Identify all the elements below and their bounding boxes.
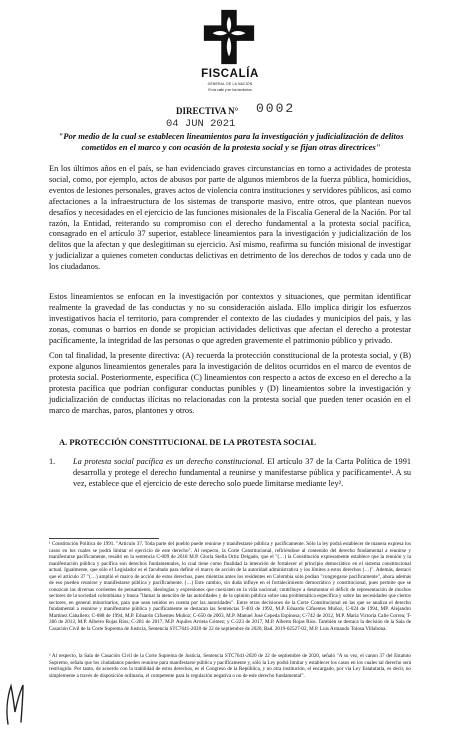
directive-number: 0002 xyxy=(256,101,296,116)
signature-icon xyxy=(2,682,28,726)
institution-name: FISCALÍA xyxy=(201,68,259,80)
body-paragraph-3: Con tal finalidad, la presente directiva: (A) recuerda la protección constitucional de la protesta social, y (B) expone algunos lineamientos generales para la investigación de delitos ocurridos en el marco de eventos de protesta social. Posteriormente, especifica (C) lineamientos con respecto a actos de exceso en el derecho a la protesta pacífica que podrían configurar conductas punibles y (D) lineamientos sobre la investigación y judicialización de conductas ilícitas no relacionadas con la protesta social que pueden tener ocasión en el marco de marchas, paros, plantones y otros. xyxy=(49,351,411,415)
list-item-body: El artículo 37 de la Carta Política de 1991 desarrolla y protege el derecho fundamental a reunirse y manifestarse pública y pacíficamente¹. A su vez, establece que el ejercicio de este derecho solo puede limitarse mediante ley². xyxy=(73,457,412,488)
section-title: A. PROTECCIÓN CONSTITUCIONAL DE LA PROTESTA SOCIAL xyxy=(59,437,317,447)
body-paragraph-1: En los últimos años en el país, se han evidenciado graves circunstancias en torno a actividades de protesta social, como, por ejemplo, actos de abusos por parte de algunos miembros de la fuerza pública, homicidios, eventos de lesiones personales, graves actos de violencia contra instituciones y servidores públicos, así como afectaciones a la infraestructura de los sistemas de transporte masivo, entre otros, que plantean nuevos desafíos y necesidades en el ejercicio de las funciones misionales de la Fiscalía General de la Nación. Por tal razón, la Entidad, reiterando su compromiso con el derecho fundamental a la protesta social pacífica, consagrado en el artículo 37 superior, establece lineamientos para la investigación y judicialización de los delitos que la afectan y que deslegitiman su ejercicio. Así mismo, reafirma su función misional de investigar y judicializar a quienes cometen conductas delictivas en detrimento de los derechos de todos y cada uno de los ciudadanos. xyxy=(49,164,411,272)
institution-motto: En la calle y en los territorios xyxy=(208,88,252,92)
list-item-number: 1. xyxy=(49,457,56,466)
footnote-divider xyxy=(49,538,159,539)
list-item-lead: La protesta social pacífica es un derecho constitucional. xyxy=(73,457,265,466)
footnote-1: ¹ Constitución Política de 1991. "Artículo 37. Toda parte del pueblo puede reunirse y manifestarse pública y pacíficamente. Sólo la ley podrá establecer de manera expresa los casos en los cuales se podrá limitar el ejercicio de este derecho". Al respecto, la Corte Constitucional, refiriéndose al contenido del derecho fundamental a reunirse y manifestarse pacíficamente, resaltó en la sentencia C-009 de 2018 M.P. Gloria Stella Ortiz Delgado, que el "(…) la Constitución expresamente establece que la reunión y la manifestación pública y pacífica son derechos fundamentales, lo cual tiene como finalidad la intención de fortalecer el principio democrático en el sistema constitucional actual. Igualmente, que sólo el Legislador es el facultado para definir el marco de acción de la autoridad administrativa y los límites a estos derechos (…)". Además, destacó que el artículo 37 "(…) amplió el marco de acción de estos derechos, pues mientras antes los residentes en Colombia sólo podían "congregarse pacíficamente", ahora además de eso pueden reunirse y manifestarse pública y pacíficamente. (…) Este cambio, sin duda influye en el fortalecimiento democrático y constitucional, pues permite que se conozcan las diversas corrientes de pensamiento, ideologías y expresiones que coexisten en la vida nacional; contribuye a desmontar el déficit de representación de muchos sectores de la sociedad colombiana y busca "llamar la atención de las autoridades y de la opinión pública sobre una problemática específica y sobre las necesidades que ciertos sectores, en general minoritarios, para que sean tenidos en cuenta por las autoridades". Entre otras decisiones de la Corte Constitucional en las que se analiza el derecho fundamental a reunirse y manifestarse pública y pacíficamente se destacan las Sentencias T-403 de 1992, M.P. Eduardo Cifuentes Muñoz, C-024 de 1994, MP. Alejandro Martínez Caballero; C-088 de 1994, M.P. Eduardo Cifuentes Muñoz; C-650 de 2003, M.P. Manuel José Cepeda Espinosa; C-742 de 2012, M.P. María Victoria Calle Correa; T-366 de 2013, M.P. Alberto Rojas Ríos; C-281 de 2017, M.P. Aquiles Arrieta Gómez; y C-223 de 2017, M.P. Alberto Rojas Ríos. También se destaca la decisión de la Sala de Casación Civil de la Corte Suprema de Justicia, Sentencia STC7641-2020 de 22 de septiembre de 2020, Rad. 2019-02527-02, M.P. Luis Armando Tolosa Villabona. xyxy=(49,541,411,632)
list-item-text xyxy=(73,457,411,490)
directive-date: 04 JUN 2021 xyxy=(166,118,236,130)
footnote-2: ² Al respecto, la Sala de Casación Civil de la Corte Suprema de Justicia, Sentencia STC7641-2020 de 22 de septiembre de 2020, señaló "A su vez, el canon 37 del Estatuto Supremo, señala que los ciudadanos pueden reunirse para manifestarse pública y pacíficamente y, sólo la Ley podrá limitar y establecer los casos en los cuales tal derecho será restringido. Por tanto, de acuerdo con la trabilidad de estos derechos, es el Congreso de la República, y no otra institución, el encargado, por vía Ley Estatutaria, es decir, no simplemente a través de disposición ordinaria, el competente para la regulación negativa o no de este derecho fundamental". xyxy=(49,653,411,679)
directive-subject: "Por medio de la cual se establecen lineamientos para la investigación y judicialización de delitos cometidos en el marco y con ocasión de la protesta social y se fijan otras directrices" xyxy=(58,131,404,152)
directive-label: DIRECTIVA N° xyxy=(176,106,239,116)
fiscalia-logo-icon xyxy=(200,8,258,66)
institution-subtitle: GENERAL DE LA NACIÓN xyxy=(207,82,253,86)
body-paragraph-2: Estos lineamientos se enfocan en la investigación por contextos y situaciones, que permitan identificar realmente la gravedad de las conductas y no su consideración aislada. Ello implica dirigir los esfuerzos investigativos hacia el territorio, para comprender el contexto de las ciudades y municipios del país, y las zonas, comunas o barrios en donde se propician actividades delictivas que afectan el derecho a protestar pacíficamente, la integridad de las personas o que agreden gravemente el patrimonio público y privado. xyxy=(49,292,411,345)
